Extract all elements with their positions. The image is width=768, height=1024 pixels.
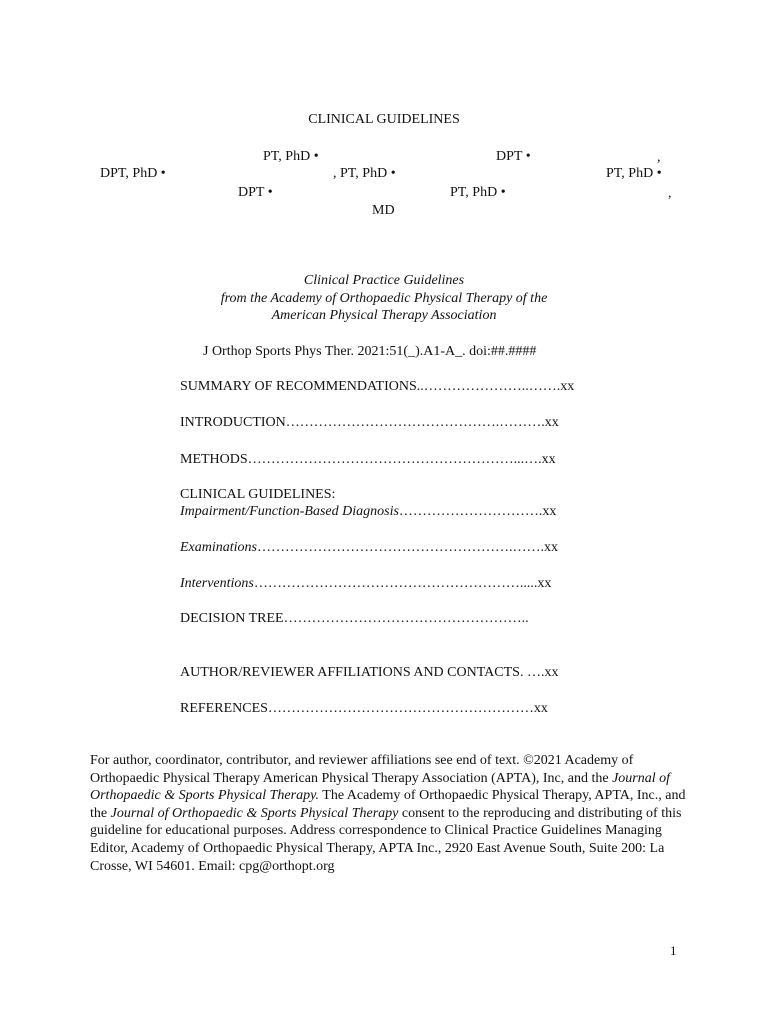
- toc-entry-introduction: INTRODUCTION……………………………………….……….xx: [180, 415, 559, 430]
- toc-entry-leader: ……………………………………………….…….xx: [257, 540, 558, 555]
- toc-entry-leader: ………………………….xx: [398, 504, 557, 519]
- copyright-text: consent to the reproducing and distributing of this guideline for educational purposes. Address correspondence to Clinical Practice Guidelines Managing Editor, Academy of Orthopaedic Physical Therapy, APTA Inc., 2920 East Avenue South, Suite 200: La Crosse, WI 54601. Email: cpg@orthopt.org: [90, 805, 682, 874]
- toc-entry-impairment: [180, 503, 556, 520]
- toc-entry-leader: ………………………………………………….....xx: [253, 576, 552, 591]
- toc-entry-label: Interventions: [180, 576, 254, 591]
- author-separator: ,: [668, 186, 672, 201]
- subtitle-line: from the Academy of Orthopaedic Physical Therapy of the: [220, 291, 548, 306]
- journal-name: Journal of Orthopaedic & Sports Physical Therapy: [110, 805, 399, 821]
- toc-entry-summary: SUMMARY OF RECOMMENDATIONS..…………………..…….xx: [180, 379, 575, 394]
- toc-entry-examinations: [180, 539, 558, 556]
- toc-entry-methods: METHODS…………………………………………………...….xx: [180, 452, 556, 467]
- toc-entry-interventions: [180, 575, 551, 592]
- toc-heading-clinical-guidelines: CLINICAL GUIDELINES:: [180, 487, 336, 502]
- toc-entry-references: REFERENCES…………………………………………………xx: [180, 701, 548, 716]
- copyright-text: The Academy of Orthopaedic Physical Therapy, APTA, Inc., and the: [90, 788, 686, 821]
- author-credential: DPT •: [238, 185, 273, 200]
- subtitle-line: American Physical Therapy Association: [271, 308, 497, 323]
- document-title: CLINICAL GUIDELINES: [308, 112, 460, 127]
- author-credential: , PT, PhD •: [333, 166, 396, 181]
- author-credential: DPT •: [496, 149, 531, 164]
- author-credential: PT, PhD •: [263, 149, 319, 164]
- toc-entry-label: Examinations: [180, 540, 257, 555]
- copyright-note: [90, 752, 690, 875]
- author-separator: ,: [657, 150, 661, 165]
- journal-name: Journal of Orthopaedic & Sports Physical Therapy.: [90, 770, 671, 804]
- author-credential: PT, PhD •: [450, 185, 506, 200]
- copyright-text: For author, coordinator, contributor, and reviewer affiliations see end of text. ©2021 Academy of Orthopaedic Physical Therapy American Physical Therapy Association (APTA), Inc, and the: [90, 753, 634, 786]
- author-credential: MD: [372, 203, 395, 218]
- toc-entry-decision-tree: DECISION TREE……………………………………………..: [180, 611, 529, 626]
- subtitle-line: Clinical Practice Guidelines: [303, 273, 465, 288]
- toc-entry-label: Impairment/Function-Based Diagnosis: [180, 504, 399, 519]
- citation: J Orthop Sports Phys Ther. 2021:51(_).A1-A_. doi:##.####: [203, 344, 537, 359]
- page-number: 1: [670, 943, 677, 958]
- author-credential: DPT, PhD •: [100, 166, 166, 181]
- author-credential: PT, PhD •: [606, 166, 662, 181]
- toc-entry-affiliations: AUTHOR/REVIEWER AFFILIATIONS AND CONTACTS. ….xx: [180, 665, 559, 680]
